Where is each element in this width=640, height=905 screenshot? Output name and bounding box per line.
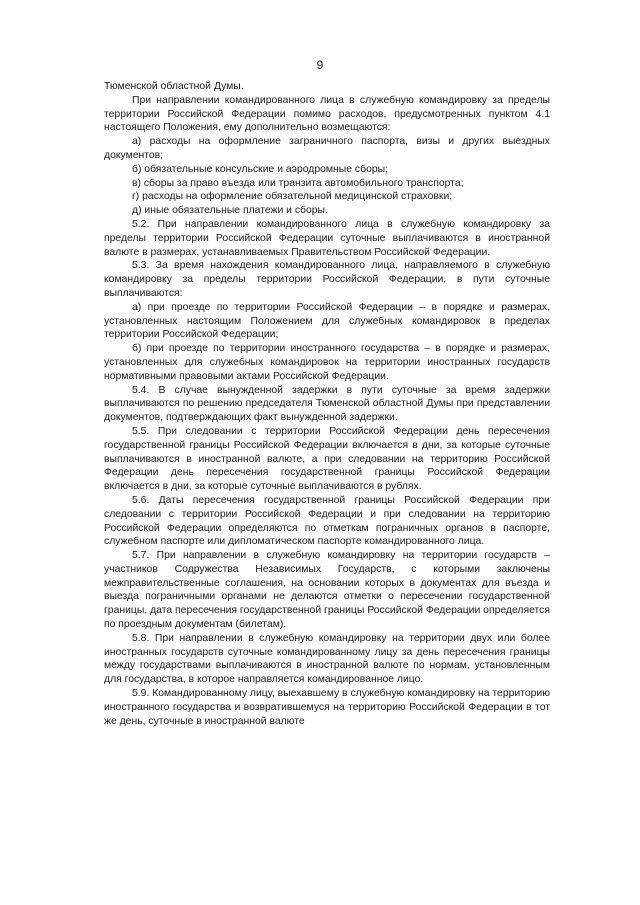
paragraph-11: б) при проезде по территории иностранного государства – в порядке и размерах, установленных для служебных командировок на территории иностранных государств нормативными правовыми актами Российской Федерации. (104, 343, 550, 382)
paragraph-5: в) сборы за право въезда или транзита автомобильного транспорта; (132, 177, 464, 189)
document-body (104, 80, 550, 728)
paragraph-6: г) расходы на оформление обязательной медицинской страховки; (132, 191, 453, 203)
paragraph-3: а) расходы на оформление заграничного паспорта, визы и других выездных документов; (104, 136, 550, 161)
paragraph-14: 5.6. Даты пересечения государственной границы Российской Федерации при следовании с территории Российской Федерации и при следовании на территорию Российской Федерации определяются по отметкам пограничных органов в паспорте, служебном паспорте или дипломатическом паспорте командированного лица. (104, 494, 550, 548)
paragraph-10: а) при проезде по территории Российской Федерации – в порядке и размерах, установленных настоящим Положением для служебных командировок в пределах территории Российской Федерации; (104, 301, 550, 341)
paragraph-9: 5.3. За время нахождения командированного лица, направляемого в служебную командировку за пределы территории Российской Федерации, в пути суточные выплачиваются: (104, 260, 550, 299)
paragraph-2: При направлении командированного лица в служебную командировку за пределы территории Российской Федерации помимо расходов, предусмотренных пунктом 4.1 настоящего Положения, ему дополнительно возмещаются: (104, 94, 550, 134)
paragraph-4: б) обязательные консульские и аэродромные сборы; (132, 163, 388, 175)
paragraph-15: 5.7. При направлении в служебную командировку на территории государств – участников Содружества Независимых Государств, с которыми заключены межправительственные соглашения, на основании которых в документах для въезда и выезда пограничными органами не делаются отметки о пересечении государственной границы, дата пересечения государственной границы Российской Федерации определяется по проездным документам (билетам). (104, 550, 550, 631)
paragraph-1: Тюменской областной Думы. (104, 81, 244, 92)
paragraph-17: 5.9. Командированному лицу, выехавшему в служебную командировку на территорию иностранного государства и возвратившемуся на территорию Российской Федерации в тот же день, суточные в иностранной валюте (104, 688, 550, 727)
paragraph-16: 5.8. При направлении в служебную командировку на территории двух или более иностранных государств суточные командированному лицу за день пересечения границы между государствами выплачиваются в иностранной валюте по нормам, установленным для государства, в которое направляется командированное лицо. (104, 632, 550, 686)
paragraph-13: 5.5. При следовании с территории Российской Федерации день пересечения государственной границы Российской Федерации включается в дни, за которые суточные выплачиваются в иностранной валюте, а при следовании на территорию Российской Федерации день пересечения государственной границы Российской Федерации включается в дни, за которые суточные выплачиваются в рублях. (104, 425, 550, 493)
paragraph-12: 5.4. В случае вынужденной задержки в пути суточные за время задержки выплачиваются по решению председателя Тюменской областной Думы при представлении документов, подтверждающих факт вынужденной задержки. (104, 384, 550, 424)
paragraph-7: д) иные обязательные платежи и сборы. (132, 205, 328, 217)
page-number: 9 (316, 58, 324, 72)
paragraph-8: 5.2. При направлении командированного лица в служебную командировку за пределы территории Российской Федерации суточные выплачиваются в иностранной валюте в размерах, устанавливаемых Правительством Российской Федерации. (104, 218, 550, 258)
